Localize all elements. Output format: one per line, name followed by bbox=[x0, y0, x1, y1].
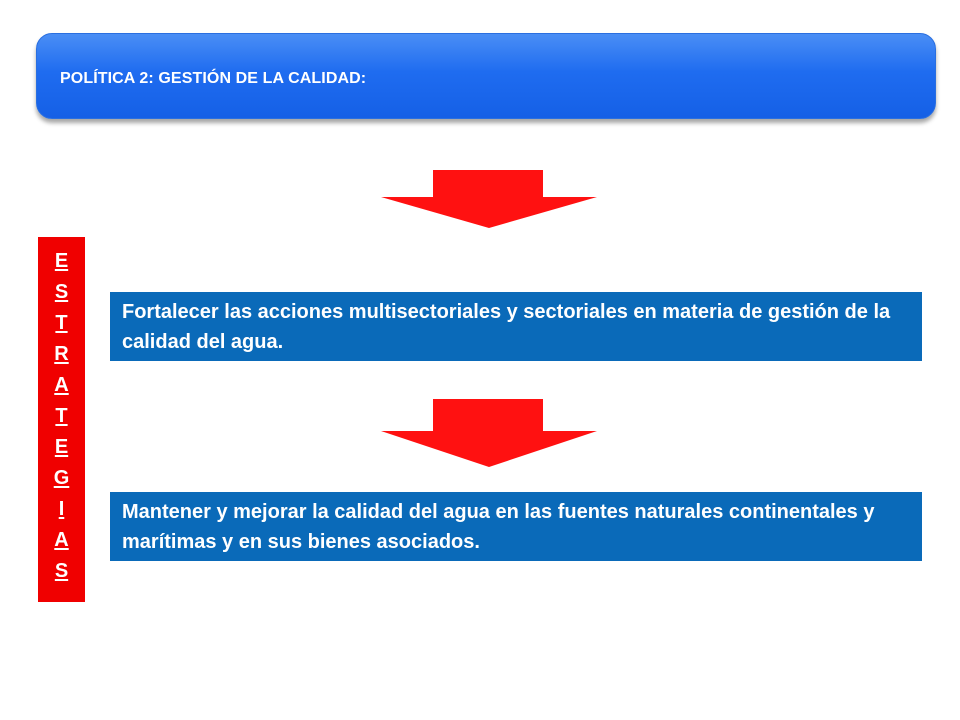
strategy-box: Fortalecer las acciones multisectoriales y sectoriales en materia de gestión de la calidad del agua. bbox=[110, 292, 922, 361]
down-arrow-icon bbox=[381, 170, 597, 228]
side-label-letter: T bbox=[55, 405, 68, 427]
side-label-letter: A bbox=[54, 529, 69, 551]
strategies-vertical-label bbox=[38, 237, 85, 602]
side-label-letter: S bbox=[54, 560, 69, 582]
side-label-letter: E bbox=[54, 436, 69, 458]
side-label-letter: G bbox=[53, 467, 70, 489]
side-label-letter: E bbox=[54, 250, 69, 272]
down-arrow-icon bbox=[381, 399, 597, 467]
side-label-letter: A bbox=[54, 374, 69, 396]
side-label-letter: S bbox=[54, 281, 69, 303]
side-label-letter: R bbox=[54, 343, 69, 365]
side-label-letter: I bbox=[58, 498, 65, 520]
strategy-box: Mantener y mejorar la calidad del agua en las fuentes naturales continentales y marítimas y en sus bienes asociados. bbox=[110, 492, 922, 561]
side-label-letter: T bbox=[55, 312, 68, 334]
page-title: POLÍTICA 2: GESTIÓN DE LA CALIDAD: bbox=[60, 70, 367, 87]
